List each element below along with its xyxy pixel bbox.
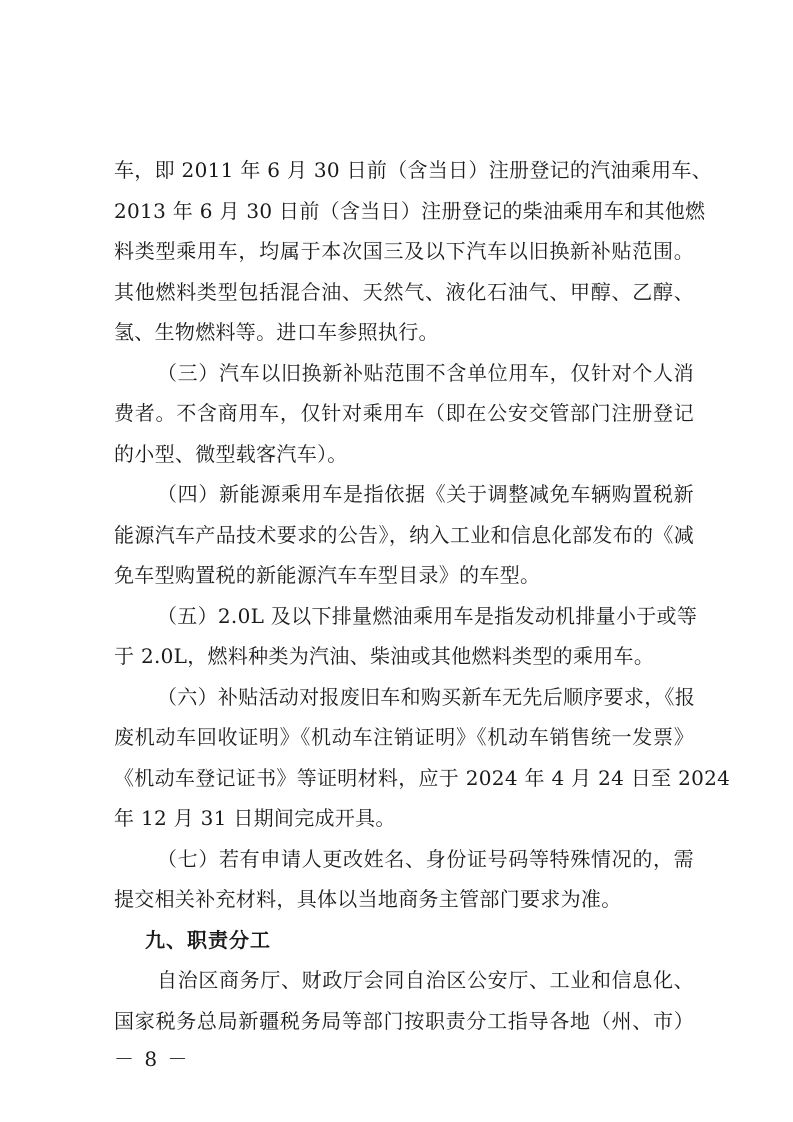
text-line: 其他燃料类型包括混合油、天然气、液化石油气、甲醇、乙醇、 (114, 280, 694, 304)
text-line: 免车型购置税的新能源汽车车型目录》的车型。 (114, 563, 541, 587)
text-line: 2013 年 6 月 30 日前（含当日）注册登记的柴油乘用车和其他燃 (114, 199, 706, 223)
text-line: 车，即 2011 年 6 月 30 日前（含当日）注册登记的汽油乘用车、 (114, 158, 713, 182)
text-line: 废机动车回收证明》《机动车注销证明》《机动车销售统一发票》 (114, 725, 694, 749)
section-heading: 九、职责分工 (145, 928, 271, 952)
text-line: 料类型乘用车，均属于本次国三及以下汽车以旧换新补贴范围。 (114, 239, 694, 263)
text-line: 能源汽车产品技术要求的公告》，纳入工业和信息化部发布的《减 (114, 523, 694, 547)
text-line: 氢、生物燃料等。进口车参照执行。 (114, 320, 439, 344)
text-line: 的小型、微型载客汽车）。 (114, 442, 348, 466)
text-line: （三）汽车以旧换新补贴范围不含单位用车，仅针对个人消 (157, 361, 694, 385)
text-line: 于 2.0L，燃料种类为汽油、柴油或其他燃料类型的乘用车。 (114, 644, 655, 668)
text-line: 费者。不含商用车，仅针对乘用车（即在公安交管部门注册登记 (114, 401, 694, 425)
text-line: 《机动车登记证书》等证明材料，应于 2024 年 4 月 24 日至 2024 (114, 766, 731, 790)
text-line: 提交相关补充材料，具体以当地商务主管部门要求为准。 (114, 887, 622, 911)
text-line: （七）若有申请人更改姓名、身份证号码等特殊情况的，需 (157, 847, 694, 871)
text-line: （六）补贴活动对报废旧车和购买新车无先后顺序要求，《报 (157, 685, 696, 709)
text-line: （五）2.0L 及以下排量燃油乘用车是指发动机排量小于或等 (157, 604, 698, 628)
text-line: （四）新能源乘用车是指依据《关于调整减免车辆购置税新 (157, 482, 694, 506)
page-number: － 8 － (114, 1047, 190, 1071)
text-line: 自治区商务厅、财政厅会同自治区公安厅、工业和信息化、 (157, 968, 694, 992)
text-line: 年 12 月 31 日期间完成开具。 (114, 806, 396, 830)
text-line: 国家税务总局新疆税务局等部门按职责分工指导各地（州、市） (114, 1009, 694, 1033)
